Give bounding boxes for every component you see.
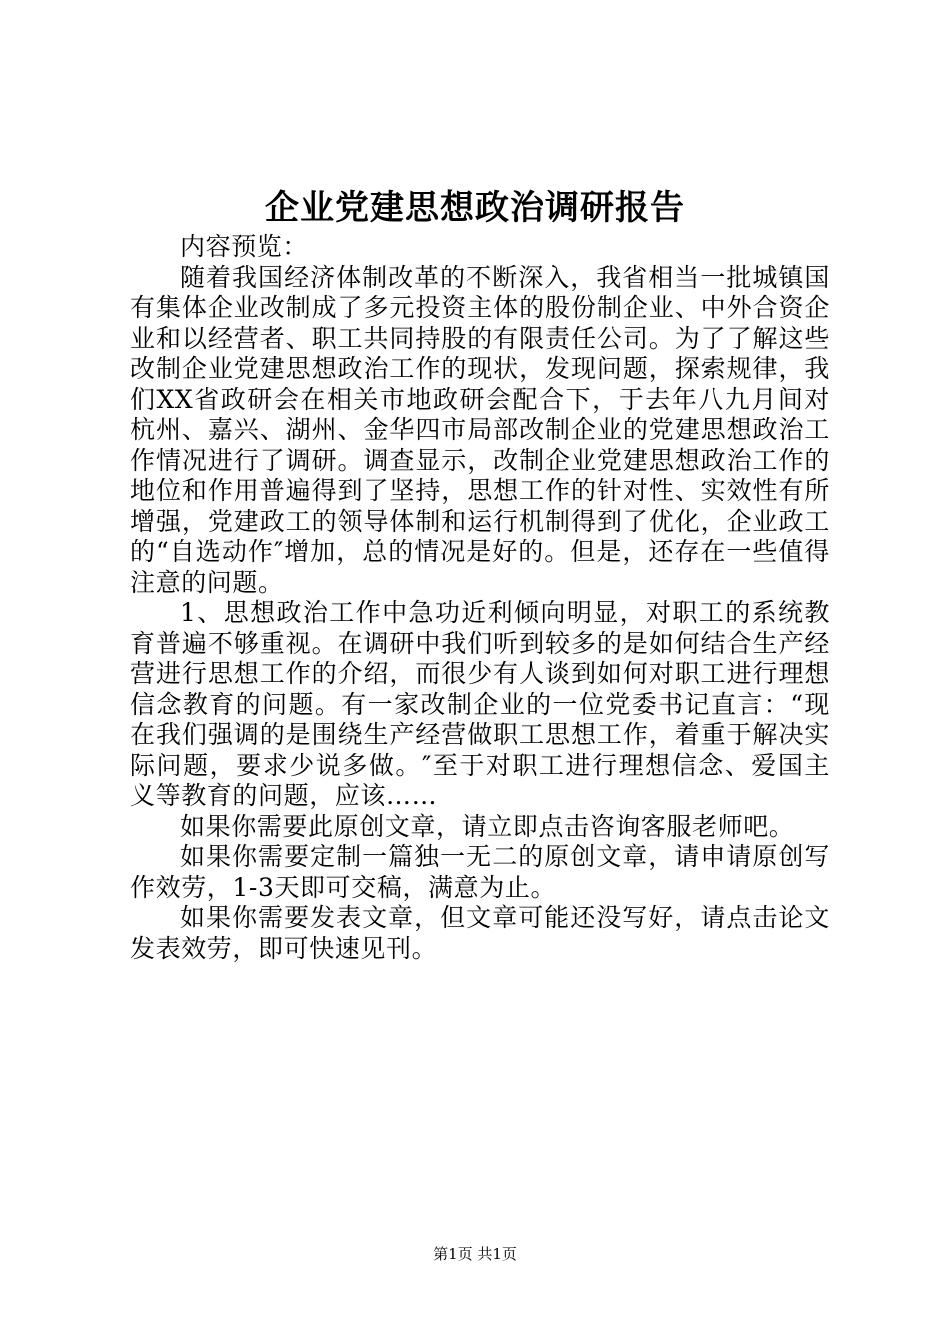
page-number-footer: 第1页 共1页 <box>433 1245 517 1263</box>
paragraph-intro: 随着我国经济体制改革的不断深入，我省相当一批城镇国有集体企业改制成了多元投资主体的股份制企业、中外合资企业和以经营者、职工共同持股的有限责任公司。为了了解这些改制企业党建思想政治工作的现状，发现问题，探索规律，我们XX省政研会在相关市地政研会配合下，于去年八九月间对杭州、嘉兴、湖州、金华四市局部改制企业的党建思想政治工作情况进行了调研。调查显示，改制企业党建思想政治工作的地位和作用普遍得到了坚持，思想工作的针对性、实效性有所增强，党建政工的领导体制和运行机制得到了优化，企业政工的“自选动作″增加，总的情况是好的。但是，还存在一些值得注意的问题。 <box>130 262 830 597</box>
preview-label: 内容预览： <box>180 232 309 261</box>
document-body <box>130 232 830 964</box>
paragraph-consult-notice: 如果你需要此原创文章，请立即点击咨询客服老师吧。 <box>180 811 795 841</box>
paragraph-custom-writing-notice: 如果你需要定制一篇独一无二的原创文章，请申请原创写作效劳，1-3天即可交稿，满意为止。 <box>130 842 830 902</box>
paragraph-point-1: 1、思想政治工作中急功近利倾向明显，对职工的系统教育普遍不够重视。在调研中我们听到较多的是如何结合生产经营进行思想工作的介绍，而很少有人谈到如何对职工进行理想信念教育的问题。有一家改制企业的一位党委书记直言：“现在我们强调的是围绕生产经营做职工思想工作，着重于解决实际问题，要求少说多做。″至于对职工进行理想信念、爱国主义等教育的问题，应该…… <box>130 598 830 810</box>
paragraph-publishing-notice: 如果你需要发表文章，但文章可能还没写好，请点击论文发表效劳，即可快速见刊。 <box>130 903 830 963</box>
document-title: 企业党建思想政治调研报告 <box>265 188 685 228</box>
